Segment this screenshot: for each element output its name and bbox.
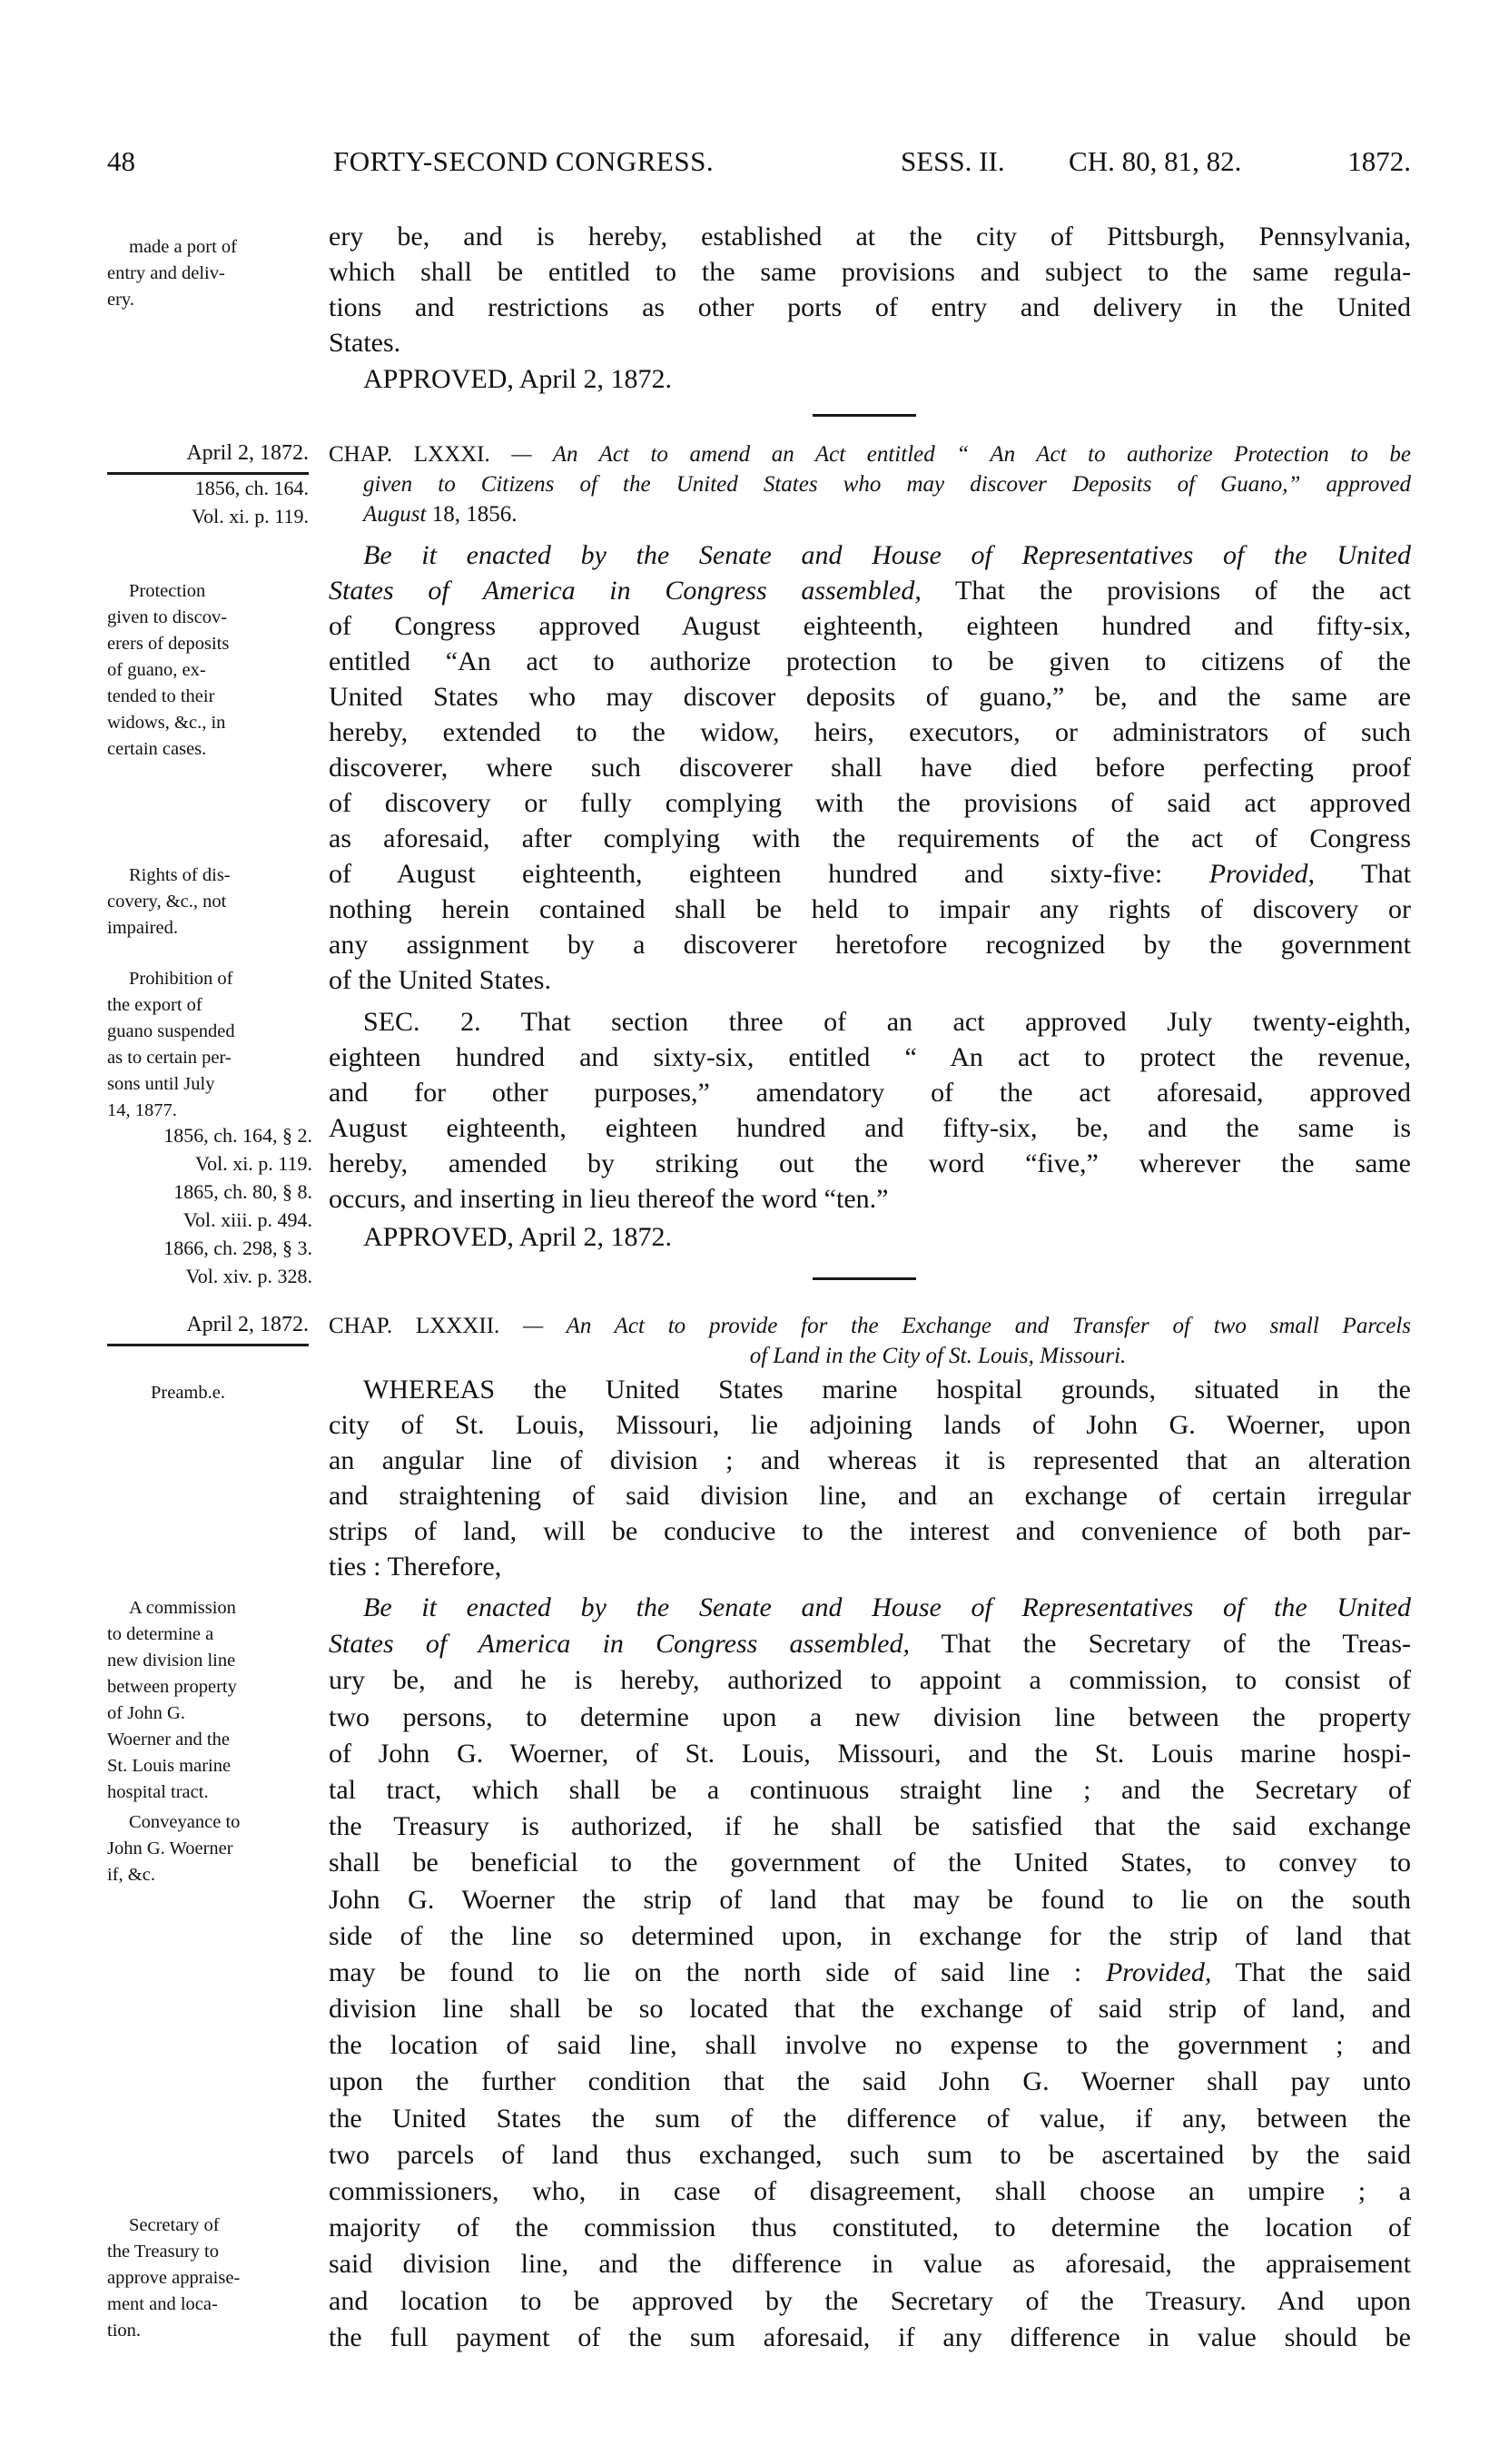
text-run: entitled “An act to authorize protection to be given to citizens of the	[329, 646, 1411, 676]
running-head	[107, 145, 1411, 182]
margin-note-preamble	[129, 1380, 333, 1406]
text-run: . II.	[964, 145, 1005, 177]
text-line	[329, 2064, 1411, 2100]
margin-note-line: to determine a	[107, 1624, 214, 1644]
text-run: of John G. Woerner, of St. Louis, Missouri, and the St. Louis marine hospi-	[329, 1738, 1411, 1769]
text-line	[329, 1146, 1411, 1181]
text-run: That the provisions of the act	[921, 576, 1411, 606]
small-caps-text: ESS	[916, 145, 965, 177]
italic-text: — An Act to provide for the Exchange and Transfer of two small Parcels	[499, 1314, 1411, 1338]
margin-note-rights	[107, 862, 311, 941]
text-run: division line shall be so located that the exchange of said strip of land, and	[329, 1994, 1411, 2025]
text-line	[329, 927, 1411, 962]
text-line	[329, 2101, 1411, 2137]
chapter-title-continuation	[329, 469, 1411, 499]
text-run: city of St. Louis, Missouri, lie adjoining lands of John G. Woerner, upon	[329, 1410, 1411, 1440]
text-line	[329, 679, 1411, 715]
citation-line: Vol. xi. p. 119.	[192, 505, 309, 527]
margin-note-line: Conveyance to	[129, 1812, 241, 1832]
text-line	[329, 290, 1411, 325]
text-run: of August eighteenth, eighteen hundred and sixty-five:	[329, 859, 1209, 889]
citation-line: 1856, ch. 164, § 2.	[163, 1124, 312, 1147]
margin-note-line: approve appraise-	[107, 2268, 241, 2288]
margin-note-secretary	[107, 2213, 311, 2344]
text-run: That the said	[1211, 1956, 1411, 1987]
running-head-session	[901, 145, 1005, 178]
chapter-title-line	[329, 439, 1411, 469]
small-caps-text: HEREAS	[389, 1375, 496, 1404]
citation-line: 1865, ch. 80, § 8.	[173, 1180, 312, 1203]
text-run: tal tract, which shall be a continuous straight line ; and the Secretary of	[329, 1774, 1411, 1805]
margin-note-line: Rights of dis-	[129, 865, 231, 885]
text-run: C	[1069, 145, 1088, 177]
text-run: nothing herein contained shall be held to impair any rights of discovery or	[329, 894, 1411, 924]
text-run: of Congress approved August eighteenth, eighteen hundred and fifty-six,	[329, 611, 1411, 641]
text-run: That the Secretary of the Treas-	[909, 1629, 1411, 1660]
text-line	[329, 1040, 1411, 1075]
margin-note-line: guano suspended	[107, 1021, 235, 1041]
text-line	[329, 856, 1411, 892]
text-run: ury be, and he is hereby, authorized to appoint a commission, to consist of	[329, 1665, 1411, 1696]
text-run: the United States marine hospital grounds, situated in the	[495, 1375, 1411, 1404]
margin-note-port-of-entry	[107, 234, 311, 313]
text-run: August eighteenth, eighteen hundred and fifty-six, be, and the same is	[329, 1113, 1411, 1143]
text-run: two persons, to determine upon a new division line between the property	[329, 1701, 1411, 1732]
italic-text: Be it enacted by the Senate and House of Representatives of the United	[363, 1592, 1411, 1622]
text-line	[329, 1004, 1411, 1040]
text-line	[329, 2173, 1411, 2210]
text-line	[329, 1626, 1411, 1662]
chapter-81-citations	[107, 474, 309, 530]
text-line	[329, 962, 1411, 998]
italic-text: given to Citizens of the United States who may discover Deposits of Guano,” approved	[363, 472, 1411, 497]
chapter-81-section-1	[329, 537, 1411, 998]
text-line	[329, 1372, 1411, 1407]
text-run: occurs, and inserting in lieu thereof the word “ten.”	[329, 1184, 889, 1214]
text-line	[329, 1918, 1411, 1955]
section-separator-rule	[813, 414, 916, 417]
text-run: ery be, and is hereby, established at the city of Pittsburgh, Pennsylvania,	[329, 222, 1411, 251]
text-line	[329, 644, 1411, 679]
chapter-81-date-text: April 2, 1872.	[186, 441, 309, 465]
chapter-81-date	[107, 439, 309, 475]
text-line	[329, 785, 1411, 821]
margin-note-line: Preamb.e.	[151, 1383, 225, 1403]
margin-note-line: A commission	[129, 1598, 236, 1618]
text-line	[329, 750, 1411, 785]
text-run: commissioners, who, in case of disagreement, shall choose an umpire ; a	[329, 2176, 1411, 2206]
text-line	[329, 1991, 1411, 2027]
chapter-80-approved	[329, 361, 1411, 397]
text-line	[329, 2283, 1411, 2320]
citation-line: Vol. xi. p. 119.	[195, 1152, 312, 1175]
chapter-title-continuation	[329, 1341, 1411, 1371]
text-line	[329, 1478, 1411, 1513]
text-run: hereby, extended to the widow, heirs, executors, or administrators of such	[329, 717, 1411, 747]
margin-note-prohibition	[107, 966, 311, 1124]
text-run: the location of said line, shall involve no expense to the government ; and	[329, 2030, 1411, 2061]
margin-note-line: impaired.	[107, 918, 178, 938]
text-line	[329, 892, 1411, 927]
text-run: an angular line of division ; and whereas it is represented that an alteration	[329, 1445, 1411, 1475]
text-run: the full payment of the sum aforesaid, if any difference in value should be	[329, 2321, 1411, 2352]
text-line	[329, 1955, 1411, 1991]
citation-line: 1866, ch. 298, § 3.	[163, 1237, 312, 1259]
margin-note-line: Secretary of	[129, 2215, 220, 2235]
text-run: side of the line so determined upon, in exchange for the strip of land that	[329, 1920, 1411, 1951]
text-run: W	[363, 1375, 390, 1404]
text-line	[329, 2320, 1411, 2356]
text-line	[329, 1075, 1411, 1110]
margin-note-line: hospital tract.	[107, 1782, 209, 1802]
text-line	[329, 821, 1411, 856]
margin-note-line: made a port of	[129, 237, 237, 257]
italic-text: — An Act to amend an Act entitled “ An Act to authorize Protection to be	[489, 442, 1411, 467]
margin-note-line: St. Louis marine	[107, 1756, 232, 1776]
text-line	[329, 1700, 1411, 1736]
margin-note-line: 14, 1877.	[107, 1100, 177, 1120]
text-line	[329, 715, 1411, 750]
text-run: hereby, amended by striking out the word “five,” wherever the same	[329, 1148, 1411, 1178]
margin-note-commission	[107, 1595, 311, 1806]
margin-note-line: widows, &c., in	[107, 713, 226, 733]
chapter-title-continuation	[329, 499, 1411, 529]
italic-text: Provided,	[1208, 859, 1316, 889]
text-run: may be found to lie on the north side of said line :	[329, 1956, 1106, 1987]
italic-text: August	[363, 502, 427, 527]
text-line	[329, 573, 1411, 608]
text-run: upon the further condition that the said John G. Woerner shall pay unto	[329, 2066, 1411, 2097]
italic-text: States of America in Congress assembled,	[329, 576, 922, 606]
text-run: and location to be approved by the Secretary of the Treasury. And upon	[329, 2285, 1411, 2316]
chapter-81-heading	[329, 439, 1411, 529]
text-run: eighteen hundred and sixty-six, entitled “ An act to protect the revenue,	[329, 1042, 1411, 1072]
running-head-title: FORTY-SECOND CONGRESS.	[333, 145, 715, 177]
text-run: shall be beneficial to the government of the United States, to convey to	[329, 1848, 1411, 1878]
text-run: the United States the sum of the difference of value, if any, between the	[329, 2103, 1411, 2134]
text-line	[329, 1181, 1411, 1217]
text-run: of discovery or fully complying with the provisions of said act approved	[329, 788, 1411, 818]
text-run: majority of the commission thus constituted, to determine the location of	[329, 2213, 1411, 2243]
text-line	[329, 2137, 1411, 2173]
small-caps-text: PPROVED	[382, 1222, 508, 1252]
margin-note-line: erers of deposits	[107, 634, 230, 654]
text-line	[329, 2246, 1411, 2282]
text-run: John G. Woerner the strip of land that may be found to lie on the south	[329, 1884, 1411, 1915]
text-run: ties : Therefore,	[329, 1552, 502, 1582]
text-run: , April 2, 1872.	[507, 1222, 673, 1252]
margin-note-line: between property	[107, 1677, 237, 1697]
italic-text: of Land in the City of St. Louis, Missouri.	[749, 1344, 1127, 1368]
margin-note-line: as to certain per-	[107, 1048, 232, 1068]
text-run: two parcels of land thus exchanged, such sum to be ascertained by the said	[329, 2139, 1411, 2170]
margin-note-line: tended to their	[107, 686, 215, 706]
text-run: 18, 1856.	[426, 502, 518, 527]
text-line	[329, 254, 1411, 290]
italic-text: Provided,	[1105, 1956, 1212, 1987]
margin-note-line: of John G.	[107, 1703, 185, 1723]
section-2-citations	[102, 1121, 312, 1290]
running-head-year: 1872.	[1347, 145, 1411, 177]
text-run: as aforesaid, after complying with the requirements of the act of Congress	[329, 823, 1411, 853]
text-line	[329, 1882, 1411, 1918]
text-run: CHAP. LXXXII.	[329, 1314, 500, 1338]
margin-note-line: of guano, ex-	[107, 660, 206, 680]
text-line	[329, 537, 1411, 573]
text-line	[329, 219, 1411, 254]
margin-note-line: tion.	[107, 2321, 142, 2341]
citation-line: Vol. xiv. p. 328.	[185, 1265, 312, 1287]
citation-line: 1856, ch. 164.	[194, 477, 309, 499]
text-line	[329, 325, 1411, 360]
text-line	[329, 1772, 1411, 1809]
text-line	[329, 1736, 1411, 1772]
running-head-chapters	[1069, 145, 1241, 178]
text-run: strips of land, will be conducive to the interest and convenience of both par-	[329, 1516, 1411, 1546]
margin-note-line: certain cases.	[107, 739, 207, 759]
text-line	[329, 1590, 1411, 1626]
margin-note-line: given to discov-	[107, 607, 228, 627]
text-line	[329, 2210, 1411, 2246]
text-run: said division line, and the difference in value as aforesaid, the appraisement	[329, 2249, 1411, 2280]
text-run: any assignment by a discoverer heretofore recognized by the government	[329, 930, 1411, 960]
text-run: States.	[329, 328, 401, 358]
margin-note-line: entry and deliv-	[107, 263, 225, 283]
margin-note-line: Prohibition of	[129, 969, 233, 989]
text-run: the Treasury is authorized, if he shall be satisfied that the said exchange	[329, 1811, 1411, 1842]
text-run: That	[1315, 859, 1412, 889]
margin-note-line: Protection	[129, 581, 206, 601]
margin-note-protection	[107, 578, 311, 763]
chapter-82-date	[107, 1311, 309, 1346]
text-run: and for other purposes,” amendatory of the act aforesaid, approved	[329, 1078, 1411, 1108]
text-line	[329, 1809, 1411, 1845]
page-number: 48	[107, 145, 135, 177]
text-run: A	[363, 1222, 383, 1252]
text-line	[329, 1845, 1411, 1881]
citation-line: Vol. xiii. p. 494.	[182, 1208, 312, 1231]
text-run: . 2. That section three of an act approved July twenty-eighth,	[413, 1007, 1411, 1037]
chapter-80-text	[329, 219, 1411, 360]
margin-note-line: new division line	[107, 1651, 236, 1671]
section-separator-rule	[813, 1277, 916, 1280]
chapter-82-preamble	[329, 1372, 1411, 1584]
margin-note-line: the export of	[107, 995, 202, 1015]
chapter-81-approved	[329, 1219, 1411, 1255]
chapter-title-line	[329, 1311, 1411, 1341]
chapter-82-heading	[329, 1311, 1411, 1371]
margin-note-line: if, &c.	[107, 1865, 155, 1885]
text-run: . 80, 81, 82.	[1108, 145, 1242, 177]
margin-note-conveyance	[107, 1809, 311, 1888]
margin-note-line: the Treasury to	[107, 2242, 219, 2262]
text-run: tions and restrictions as other ports of entry and delivery in the United	[329, 292, 1411, 322]
text-run: , April 2, 1872.	[507, 364, 673, 394]
text-line	[329, 2027, 1411, 2064]
text-line	[329, 608, 1411, 644]
text-run: of the United States.	[329, 965, 551, 995]
text-run: S	[363, 1007, 379, 1037]
text-run: and straightening of said division line, and an exchange of certain irregular	[329, 1481, 1411, 1511]
margin-note-line: Woerner and the	[107, 1730, 230, 1749]
text-run: CHAP. LXXXI.	[329, 442, 490, 467]
chapter-82-date-text: April 2, 1872.	[186, 1313, 309, 1336]
text-line	[329, 1513, 1411, 1549]
italic-text: States of America in Congress assembled,	[329, 1629, 910, 1660]
small-caps-text: EC	[378, 1007, 414, 1037]
text-line	[329, 1443, 1411, 1478]
text-line	[329, 1407, 1411, 1443]
margin-note-line: ery.	[107, 290, 134, 310]
margin-note-line: John G. Woerner	[107, 1838, 233, 1858]
text-line	[329, 1549, 1411, 1584]
approved-line	[329, 361, 1411, 397]
margin-note-line: ment and loca-	[107, 2294, 218, 2314]
text-line	[329, 1662, 1411, 1699]
date-underline-rule	[107, 1344, 309, 1346]
margin-note-line: sons until July	[107, 1074, 215, 1094]
text-run: which shall be entitled to the same provisions and subject to the same regula-	[329, 257, 1411, 287]
text-line	[329, 1110, 1411, 1146]
text-run: S	[901, 145, 917, 177]
italic-text: Be it enacted by the Senate and House of Representatives of the United	[363, 540, 1411, 570]
approved-line	[329, 1219, 1411, 1255]
chapter-82-enactment	[329, 1590, 1411, 2356]
text-run: discoverer, where such discoverer shall have died before perfecting proof	[329, 753, 1411, 783]
small-caps-text: H	[1087, 145, 1109, 177]
text-run: A	[363, 364, 383, 394]
chapter-81-section-2	[329, 1004, 1411, 1217]
text-run: United States who may discover deposits of guano,” be, and the same are	[329, 682, 1411, 712]
margin-note-line: covery, &c., not	[107, 892, 227, 912]
small-caps-text: PPROVED	[382, 364, 508, 394]
